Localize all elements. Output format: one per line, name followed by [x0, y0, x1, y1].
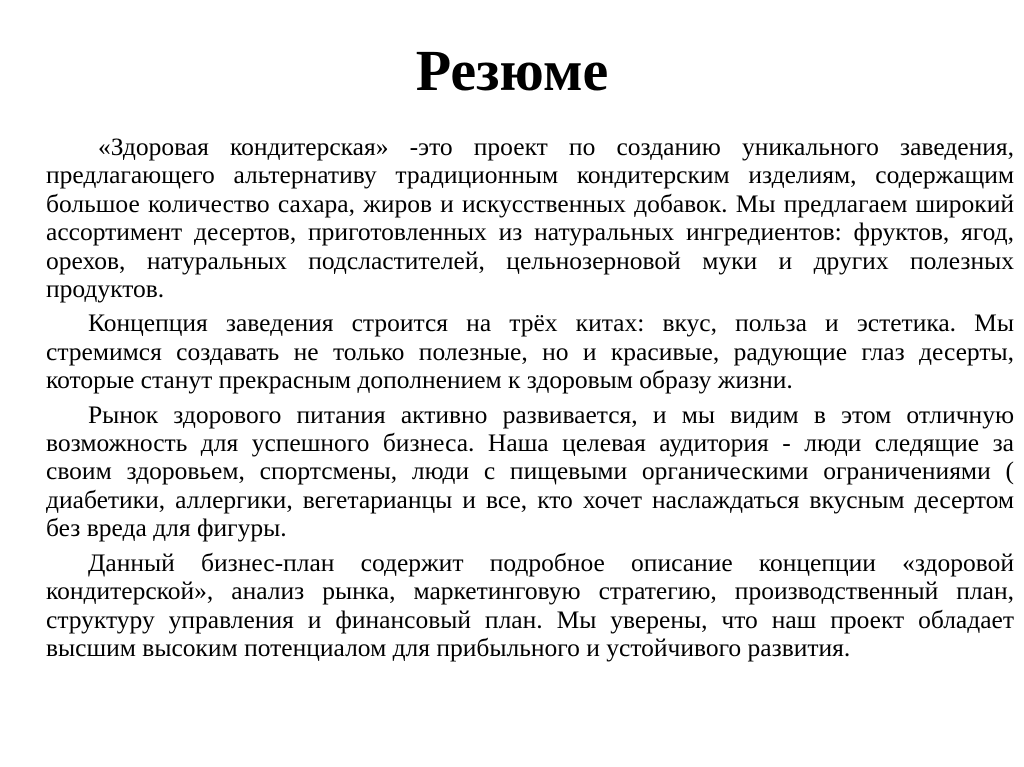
paragraph-summary: «Здоровая кондитерская» -это проект по созданию уникального заведения, предлагающего альтернативу традиционным кондитерским изделиям, содержащим большое количество сахара, жиров и искусственных добавок. Мы предлагаем широкий ассортимент десертов, приготовленных из натуральных ингредиентов: фруктов, ягод, орехов, натуральных подсластителей, цельнозерновой муки и других полезных продуктов.: [46, 132, 1014, 304]
paragraph-market: Рынок здорового питания активно развивается, и мы видим в этом отличную возможность для успешного бизнеса. Наша целевая аудитория - люди следящие за своим здоровьем, спортсмены, люди с пищевыми органическими ограничениями ( диабетики, аллергики, вегетарианцы и все, кто хочет наслаждаться вкусным десертом без вреда для фигуры.: [46, 399, 1014, 543]
slide-title: Резюме: [415, 38, 609, 103]
slide-body: [46, 133, 1014, 668]
paragraph-business-plan: Данный бизнес-план содержит подробное описание концепции «здоровой кондитерской», анализ рынка, маркетинговую стратегию, производственный план, структуру управления и финансовый план. Мы уверены, что наш проект обладает высшим высоким потенциалом для прибыльного и устойчивого развития.: [46, 547, 1014, 662]
paragraph-concept: Концепция заведения строится на трёх китах: вкус, польза и эстетика. Мы стремимся создавать не только полезные, но и красивые, радующие глаз десерты, которые станут прекрасным дополнением к здоровым образу жизни.: [46, 308, 1014, 395]
